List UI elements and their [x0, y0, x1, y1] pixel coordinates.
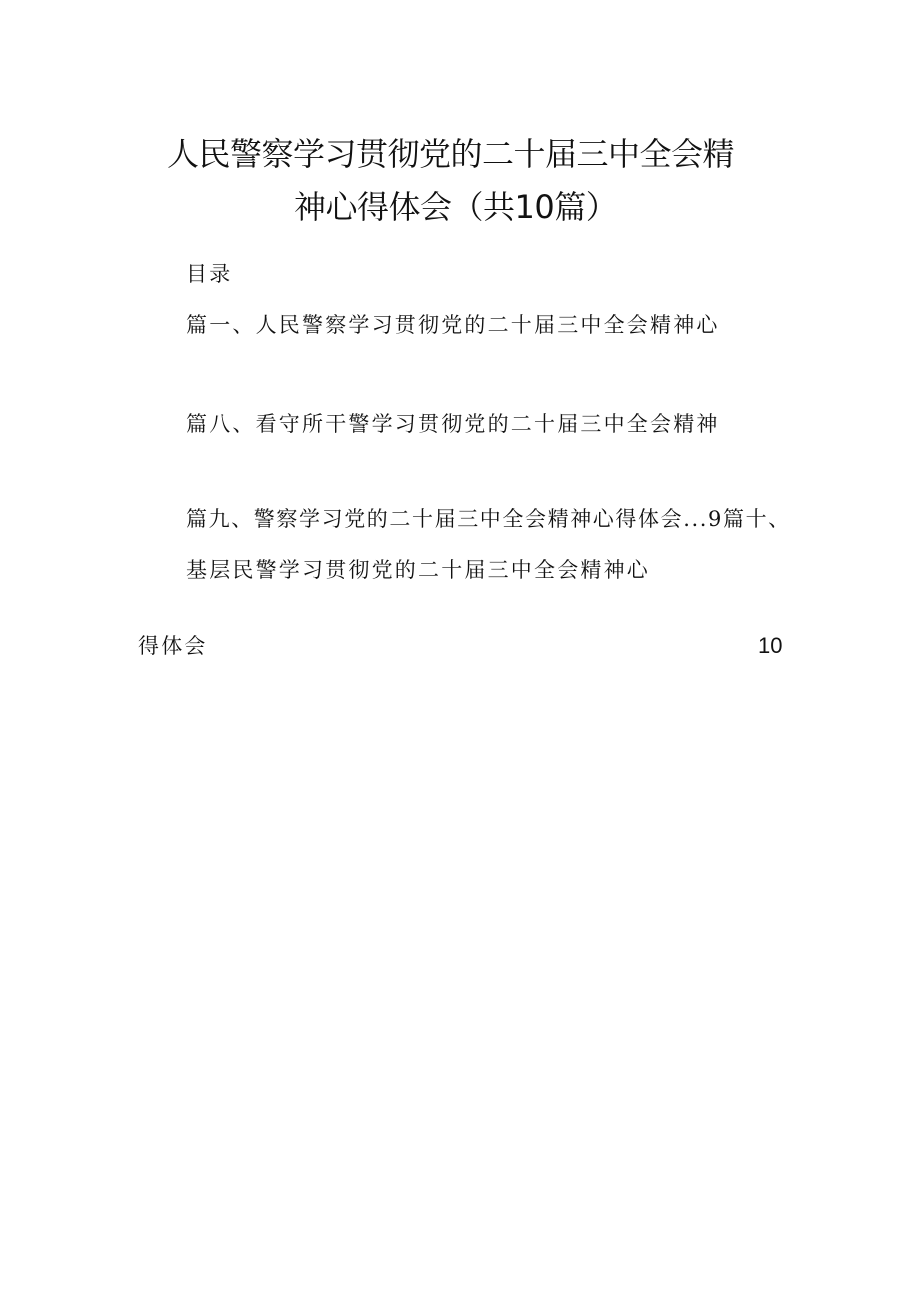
- toc-entry-10-page-number: 10: [758, 633, 783, 658]
- toc-entry-9[interactable]: 篇九、警察学习党的二十届三中全会精神心得体会...9篇十、: [186, 507, 791, 531]
- toc-heading: 目录: [186, 262, 233, 286]
- document-title-line-2: 神心得体会（共10篇）: [294, 188, 618, 226]
- toc-entry-10[interactable]: 基层民警学习贯彻党的二十届三中全会精神心: [186, 558, 650, 582]
- document-title-line-1: 人民警察学习贯彻党的二十届三中全会精: [167, 135, 735, 173]
- toc-entry-10-continuation[interactable]: 得体会: [138, 634, 208, 658]
- toc-entry-8[interactable]: 篇八、看守所干警学习贯彻党的二十届三中全会精神: [186, 412, 720, 436]
- toc-entry-1[interactable]: 篇一、人民警察学习贯彻党的二十届三中全会精神心: [186, 313, 720, 337]
